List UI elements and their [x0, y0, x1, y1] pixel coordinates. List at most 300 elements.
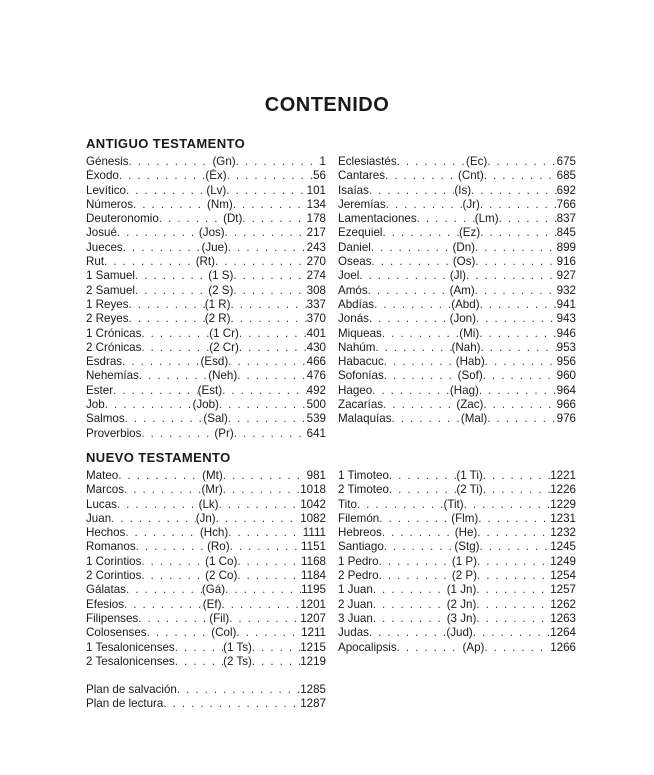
- dot-leader: [477, 526, 550, 540]
- dot-leader: [379, 512, 451, 526]
- book-name: Hebreos: [338, 526, 382, 540]
- book-abbreviation: (Lk): [198, 497, 219, 511]
- dot-leader: [222, 384, 307, 398]
- book-abbreviation: (1 Ti): [456, 469, 483, 482]
- toc-entry: [86, 155, 326, 169]
- dot-leader: [233, 269, 306, 283]
- page-number: 476: [306, 369, 326, 383]
- toc-entry: [338, 598, 576, 612]
- book-abbreviation: (Gá): [201, 583, 226, 597]
- book-name: Sofonías: [338, 369, 384, 383]
- dot-leader: [479, 384, 557, 398]
- dot-leader: [464, 498, 551, 512]
- book-abbreviation: (Lm): [474, 212, 499, 226]
- page-number: 1249: [550, 554, 576, 568]
- book-name: Habacuc: [338, 355, 384, 369]
- dot-leader: [384, 369, 458, 383]
- toc-entry: [338, 641, 576, 655]
- dot-leader: [124, 483, 201, 497]
- dot-leader: [371, 241, 453, 255]
- dot-leader: [473, 626, 550, 640]
- book-abbreviation: (Jon): [449, 312, 476, 326]
- dot-leader: [141, 555, 205, 569]
- dot-leader: [252, 655, 300, 669]
- book-name: 1 Juan: [338, 583, 373, 597]
- toc-entry: [338, 312, 576, 326]
- dot-leader: [136, 540, 207, 554]
- old-testament-left-list: [86, 155, 326, 441]
- toc-entry: [86, 398, 326, 412]
- book-name: Oseas: [338, 255, 372, 269]
- dot-leader: [372, 384, 450, 398]
- book-abbreviation: (Fil): [209, 611, 230, 625]
- book-abbreviation: (Jl): [449, 269, 467, 283]
- book-name: 1 Crónicas: [86, 326, 142, 340]
- dot-leader: [141, 427, 214, 441]
- book-abbreviation: (Neh): [208, 369, 238, 383]
- dot-leader: [163, 697, 300, 711]
- page-number: 766: [556, 197, 576, 211]
- dot-leader: [233, 198, 307, 212]
- page-number: 946: [556, 326, 576, 340]
- toc-entry: [86, 198, 326, 212]
- dot-leader: [397, 155, 466, 169]
- toc-entry: [86, 269, 326, 283]
- book-name: Lucas: [86, 497, 117, 511]
- page-number: 932: [556, 283, 576, 297]
- book-name: Éxodo: [86, 169, 119, 183]
- new-testament-left-list: [86, 469, 326, 669]
- book-name: Mateo: [86, 469, 119, 482]
- book-abbreviation: (2 Ts): [223, 654, 252, 668]
- dot-leader: [159, 212, 223, 226]
- book-name: Apocalipsis: [338, 640, 397, 654]
- book-name: Gálatas: [86, 583, 126, 597]
- toc-entry: [86, 526, 326, 540]
- dot-leader: [389, 483, 456, 497]
- page-number: 466: [306, 355, 326, 369]
- toc-entry: [86, 683, 326, 697]
- dot-leader: [141, 569, 205, 583]
- book-abbreviation: (He): [454, 526, 478, 540]
- page-number: 1221: [550, 469, 576, 482]
- dot-leader: [126, 583, 202, 597]
- book-name: Nehemías: [86, 369, 139, 383]
- dot-leader: [239, 341, 307, 355]
- page-number: 953: [556, 340, 576, 354]
- dot-leader: [147, 626, 212, 640]
- page-number: 101: [306, 183, 326, 197]
- dot-leader: [216, 512, 301, 526]
- book-abbreviation: (Job): [192, 398, 219, 412]
- book-abbreviation: (Pr): [214, 426, 234, 440]
- toc-entry: [338, 512, 576, 526]
- page-number: 1245: [550, 540, 576, 554]
- new-testament-heading: NUEVO TESTAMENTO: [86, 450, 231, 465]
- toc-entry: [86, 341, 326, 355]
- page-number: 1195: [301, 583, 326, 597]
- dot-leader: [135, 269, 208, 283]
- toc-entry: [338, 555, 576, 569]
- book-abbreviation: (Zac): [456, 398, 484, 412]
- dot-leader: [123, 241, 202, 255]
- toc-entry: [338, 355, 576, 369]
- dot-leader: [483, 398, 556, 412]
- dot-leader: [379, 569, 452, 583]
- dot-leader: [487, 412, 556, 426]
- book-name: 2 Samuel: [86, 283, 135, 297]
- book-abbreviation: (2 R): [204, 312, 231, 326]
- toc-entry: [338, 384, 576, 398]
- toc-entry: [86, 612, 326, 626]
- dot-leader: [139, 369, 208, 383]
- book-name: Daniel: [338, 240, 371, 254]
- page-number: 1042: [300, 497, 326, 511]
- page-number: 1262: [550, 597, 576, 611]
- toc-entry: [86, 355, 326, 369]
- dot-leader: [225, 583, 301, 597]
- page-number: 1231: [550, 511, 576, 525]
- page-number: 337: [306, 297, 326, 311]
- book-name: 1 Corintios: [86, 554, 142, 568]
- dot-leader: [379, 555, 452, 569]
- toc-entry: [338, 298, 576, 312]
- dot-leader: [480, 298, 557, 312]
- toc-entry: [338, 284, 576, 298]
- book-name: Josué: [86, 226, 117, 240]
- dot-leader: [478, 512, 550, 526]
- book-abbreviation: (Mt): [202, 469, 223, 482]
- page-number: 1219: [300, 654, 326, 668]
- book-name: Filemón: [338, 511, 380, 525]
- page-number: 1215: [300, 640, 326, 654]
- book-name: Esdras: [86, 355, 123, 369]
- page-number: 941: [556, 297, 576, 311]
- dot-leader: [237, 555, 301, 569]
- dot-leader: [384, 540, 455, 554]
- dot-leader: [237, 369, 306, 383]
- dot-leader: [483, 469, 550, 483]
- page-number: 430: [306, 340, 326, 354]
- dot-leader: [233, 284, 306, 298]
- book-abbreviation: (Cnt): [457, 169, 484, 183]
- page-number: 56: [313, 169, 326, 183]
- book-name: 2 Reyes: [86, 312, 129, 326]
- toc-entry: [86, 598, 326, 612]
- book-abbreviation: (1 S): [208, 269, 234, 283]
- book-name: Tito: [338, 497, 357, 511]
- dot-leader: [386, 198, 463, 212]
- dot-leader: [223, 483, 300, 497]
- dot-leader: [133, 198, 207, 212]
- book-abbreviation: (Ef): [202, 597, 222, 611]
- toc-entry: [86, 226, 326, 240]
- dot-leader: [369, 184, 454, 198]
- page-number: 927: [556, 269, 576, 283]
- toc-entry: [86, 626, 326, 640]
- book-name: Efesios: [86, 597, 125, 611]
- page-number: 308: [306, 283, 326, 297]
- book-name: 1 Reyes: [86, 297, 129, 311]
- book-name: Jonás: [338, 312, 369, 326]
- toc-entry: [86, 255, 326, 269]
- toc-entry: [86, 498, 326, 512]
- page-number: 274: [306, 269, 326, 283]
- dot-leader: [373, 598, 447, 612]
- page-number: 1263: [550, 611, 576, 625]
- dot-leader: [122, 355, 200, 369]
- book-name: Judas: [338, 626, 369, 640]
- toc-entry: [338, 169, 576, 183]
- book-name: Rut: [86, 255, 105, 269]
- toc-entry: [338, 198, 576, 212]
- toc-entry: [86, 169, 326, 183]
- dot-leader: [480, 540, 551, 554]
- toc-entry: [338, 398, 576, 412]
- dot-leader: [118, 469, 202, 483]
- dot-leader: [125, 412, 204, 426]
- dot-leader: [113, 384, 198, 398]
- dot-leader: [124, 598, 203, 612]
- book-name: Números: [86, 197, 134, 211]
- dot-leader: [226, 184, 306, 198]
- page-number: 1184: [301, 569, 326, 583]
- book-name: 2 Corintios: [86, 569, 142, 583]
- book-abbreviation: (Mr): [201, 483, 223, 497]
- book-abbreviation: (Nah): [451, 340, 481, 354]
- dot-leader: [477, 555, 550, 569]
- page-number: 899: [556, 240, 576, 254]
- book-abbreviation: (Os): [452, 255, 476, 269]
- toc-entry: [338, 269, 576, 283]
- toc-entry: [86, 512, 326, 526]
- book-abbreviation: (Tit): [443, 497, 464, 511]
- book-name: Isaías: [338, 183, 369, 197]
- page-number: 1207: [300, 611, 326, 625]
- book-name: 1 Timoteo: [338, 469, 389, 482]
- page-number: 1111: [302, 526, 326, 540]
- dot-leader: [242, 212, 306, 226]
- dot-leader: [417, 212, 475, 226]
- page-number: 1168: [301, 554, 326, 568]
- book-abbreviation: (Jud): [446, 626, 473, 640]
- page-number: 1226: [550, 483, 576, 497]
- book-abbreviation: (1 Ts): [223, 640, 252, 654]
- dot-leader: [117, 498, 199, 512]
- toc-entry: [86, 427, 326, 441]
- dot-leader: [129, 298, 205, 312]
- dot-leader: [111, 512, 196, 526]
- page-number: 539: [306, 412, 326, 426]
- toc-entry: [86, 284, 326, 298]
- page-number: 960: [556, 369, 576, 383]
- page-number: 401: [306, 326, 326, 340]
- page-number: 243: [306, 240, 326, 254]
- dot-leader: [487, 155, 556, 169]
- toc-entry: [338, 498, 576, 512]
- dot-leader: [373, 583, 447, 597]
- book-abbreviation: (Stg): [454, 540, 480, 554]
- book-abbreviation: (2 Co): [205, 569, 238, 583]
- toc-entry: [338, 212, 576, 226]
- book-name: Zacarías: [338, 398, 384, 412]
- dot-leader: [483, 483, 550, 497]
- book-abbreviation: (Sof): [457, 369, 483, 383]
- book-name: Plan de salvación: [86, 683, 177, 696]
- book-abbreviation: (Abd): [451, 297, 480, 311]
- page-number: 270: [306, 255, 326, 269]
- dot-leader: [481, 341, 557, 355]
- book-name: Lamentaciones: [338, 212, 417, 226]
- book-abbreviation: (2 Jn): [446, 597, 477, 611]
- dot-leader: [475, 284, 557, 298]
- toc-entry: [86, 540, 326, 554]
- book-abbreviation: (Sal): [203, 412, 228, 426]
- dot-leader: [228, 412, 307, 426]
- dot-leader: [126, 184, 206, 198]
- dot-leader: [219, 398, 307, 412]
- book-abbreviation: (Est): [197, 383, 223, 397]
- old-testament-heading: ANTIGUO TESTAMENTO: [86, 136, 246, 151]
- book-name: Job: [86, 398, 105, 412]
- dot-leader: [476, 583, 550, 597]
- dot-leader: [475, 255, 556, 269]
- book-abbreviation: (Jos): [198, 226, 225, 240]
- book-abbreviation: (1 Co): [205, 554, 238, 568]
- page-number: 492: [306, 383, 326, 397]
- book-abbreviation: (Ec): [466, 155, 488, 168]
- dot-leader: [374, 298, 451, 312]
- dot-leader: [499, 212, 557, 226]
- dot-leader: [177, 683, 300, 697]
- book-abbreviation: (2 Ti): [456, 483, 483, 497]
- dot-leader: [229, 612, 300, 626]
- toc-entry: [86, 583, 326, 597]
- page-number: 134: [306, 197, 326, 211]
- book-abbreviation: (1 P): [451, 554, 477, 568]
- dot-leader: [230, 298, 306, 312]
- book-name: Santiago: [338, 540, 384, 554]
- book-abbreviation: (Dt): [223, 212, 243, 226]
- book-abbreviation: (1 Jn): [446, 583, 477, 597]
- dot-leader: [382, 526, 455, 540]
- toc-entry: [338, 526, 576, 540]
- page-number: 370: [306, 312, 326, 326]
- toc-entry: [86, 298, 326, 312]
- dot-leader: [476, 598, 550, 612]
- book-name: Plan de lectura: [86, 697, 164, 711]
- dot-leader: [476, 612, 550, 626]
- book-name: 2 Pedro: [338, 569, 379, 583]
- book-abbreviation: (Ez): [458, 226, 481, 240]
- page-number: 178: [306, 212, 326, 226]
- toc-entry: [338, 569, 576, 583]
- book-abbreviation: (Ro): [207, 540, 230, 554]
- toc-entry: [338, 155, 576, 169]
- dot-leader: [382, 327, 459, 341]
- book-abbreviation: (2 Cr): [209, 340, 239, 354]
- dot-leader: [471, 184, 556, 198]
- dot-leader: [385, 169, 458, 183]
- book-abbreviation: (Mi): [459, 326, 480, 340]
- dot-leader: [236, 626, 301, 640]
- page-number: 692: [556, 183, 576, 197]
- book-name: 2 Crónicas: [86, 340, 142, 354]
- book-name: Colosenses: [86, 626, 147, 640]
- book-abbreviation: (Jr): [462, 197, 480, 211]
- book-name: 1 Samuel: [86, 269, 135, 283]
- book-name: Jeremías: [338, 197, 386, 211]
- book-abbreviation: (Hag): [449, 383, 479, 397]
- page-number: 1082: [300, 511, 326, 525]
- page-number: 964: [556, 383, 576, 397]
- dot-leader: [477, 569, 550, 583]
- dot-leader: [227, 169, 313, 183]
- page-number: 1151: [301, 540, 326, 554]
- book-name: Proverbios: [86, 426, 142, 440]
- book-name: Levítico: [86, 183, 126, 197]
- book-name: 2 Juan: [338, 597, 373, 611]
- page-number: 1285: [300, 683, 326, 696]
- book-abbreviation: (Jue): [201, 240, 228, 254]
- book-abbreviation: (Ap): [462, 640, 485, 654]
- book-abbreviation: (Col): [211, 626, 237, 640]
- dot-leader: [389, 469, 456, 483]
- book-name: Romanos: [86, 540, 136, 554]
- dot-leader: [479, 327, 556, 341]
- toc-entry: [338, 341, 576, 355]
- toc-entry: [338, 255, 576, 269]
- dot-leader: [372, 255, 453, 269]
- toc-entry: [338, 226, 576, 240]
- toc-entry: [86, 312, 326, 326]
- dot-leader: [480, 198, 557, 212]
- dot-leader: [230, 312, 306, 326]
- page-number: 956: [556, 355, 576, 369]
- dot-leader: [141, 327, 209, 341]
- toc-entry: [86, 469, 326, 483]
- dot-leader: [175, 655, 223, 669]
- old-testament-right-list: [338, 155, 576, 427]
- book-abbreviation: (Lv): [206, 183, 227, 197]
- page-number: 685: [556, 169, 576, 183]
- dot-leader: [466, 269, 557, 283]
- toc-entry: [86, 655, 326, 669]
- toc-entry: [338, 412, 576, 426]
- book-abbreviation: (Éx): [205, 169, 227, 183]
- dot-leader: [369, 312, 450, 326]
- dot-leader: [375, 341, 451, 355]
- dot-leader: [359, 269, 450, 283]
- dot-leader: [228, 355, 306, 369]
- dot-leader: [221, 598, 300, 612]
- page-number: 1018: [300, 483, 326, 497]
- book-name: Cantares: [338, 169, 386, 183]
- page-number: 1211: [301, 626, 326, 640]
- book-abbreviation: (Gn): [212, 155, 236, 168]
- book-abbreviation: (Dn): [452, 240, 476, 254]
- toc-entry: [86, 327, 326, 341]
- book-abbreviation: (Am): [449, 283, 475, 297]
- dot-leader: [369, 626, 446, 640]
- page-title: CONTENIDO: [264, 94, 390, 116]
- dot-leader: [223, 469, 307, 483]
- dot-leader: [252, 641, 300, 655]
- page-number: 976: [556, 412, 576, 426]
- extras-list: [86, 683, 326, 712]
- page-number: 675: [556, 155, 576, 168]
- book-name: Amós: [338, 283, 368, 297]
